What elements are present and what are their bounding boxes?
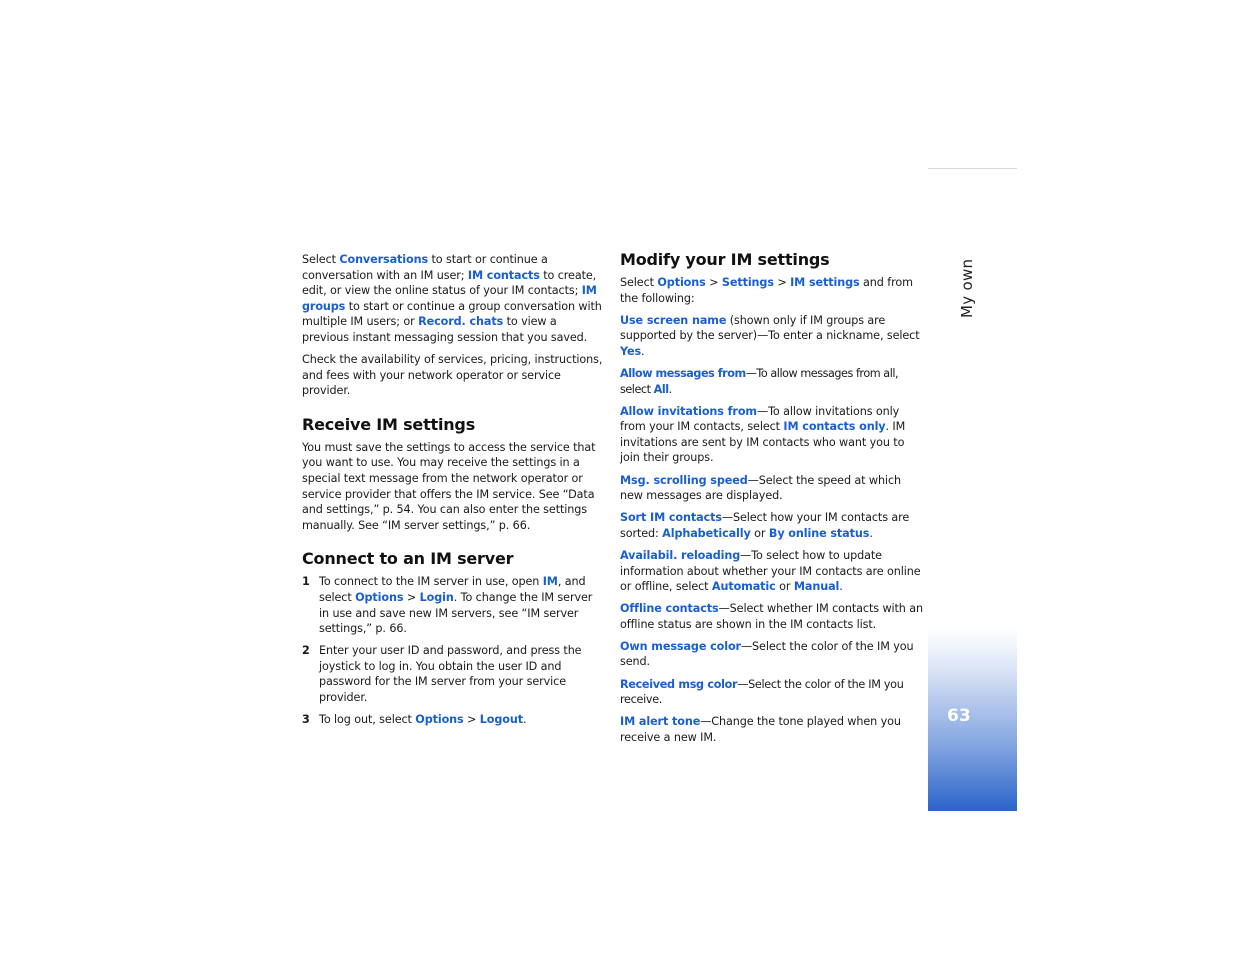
- step-item: 2 Enter your user ID and password, and press the joystick to log in. You obtain the user ID and password for the IM server from your service provider.: [302, 644, 582, 705]
- menu-term: Yes: [620, 344, 642, 358]
- setting-item: Own message color—Select the color of the IM you send.: [620, 639, 914, 669]
- menu-term: Alphabetically: [662, 526, 751, 540]
- connect-steps: [302, 574, 604, 727]
- setting-item: Allow invitations from—To allow invitations only from your IM contacts, select IM contacts only. IM invitations are sent by IM contacts who want you to join their groups.: [620, 404, 906, 465]
- setting-term: Sort IM contacts: [620, 511, 722, 525]
- menu-term: By online status: [768, 526, 870, 540]
- menu-term: Options: [415, 713, 464, 727]
- setting-item: Sort IM contacts—Select how your IM contacts are sorted: Alphabetically or By online status.: [620, 511, 910, 540]
- menu-term: All: [653, 382, 669, 396]
- right-column: [620, 250, 924, 752]
- page-number: 63: [947, 706, 971, 726]
- chapter-title: My own: [958, 258, 976, 318]
- setting-term: Own message color: [620, 639, 741, 653]
- menu-term: Login: [419, 591, 454, 604]
- menu-term: Options: [355, 591, 404, 604]
- setting-term: IM alert tone: [620, 715, 701, 729]
- receive-paragraph: You must save the settings to access the service that you want to use. You may receive the settings in a special text message from the network operator or service provider that offers the IM service. See “Data and settings,” p. 54. You can also enter the settings manually. See “IM server settings,” p. 66.: [302, 440, 596, 532]
- setting-item: Received msg color—Select the color of the IM you receive.: [620, 677, 904, 707]
- menu-term: Logout: [479, 713, 524, 727]
- setting-term: Availabil. reloading: [620, 548, 741, 562]
- availability-paragraph: Check the availability of services, pricing, instructions, and fees with your network operator or service provider.: [302, 353, 603, 398]
- receive-heading: Receive IM settings: [302, 414, 476, 434]
- step-item: 3 To log out, select Options > Logout.: [302, 713, 527, 727]
- menu-term: Settings: [721, 276, 774, 289]
- menu-term: IM: [542, 575, 558, 589]
- left-column: [302, 252, 604, 734]
- menu-term: IM contacts: [467, 268, 540, 282]
- setting-item: Use screen name (shown only if IM groups are supported by the server)—To enter a nickname, select Yes.: [620, 313, 920, 358]
- setting-term: Allow invitations from: [620, 404, 757, 418]
- setting-item: Allow messages from—To allow messages from all, select All.: [620, 366, 899, 396]
- menu-term: Automatic: [711, 580, 776, 594]
- menu-term: Options: [657, 276, 706, 289]
- step-item: 1 To connect to the IM server in use, open IM, and select Options > Login. To change the IM server in use and save new IM servers, see “IM server settings,” p. 66.: [302, 575, 593, 636]
- setting-item: IM alert tone—Change the tone played when you receive a new IM.: [620, 715, 901, 744]
- menu-term: Conversations: [339, 253, 429, 266]
- setting-item: Availabil. reloading—To select how to update information about whether your IM contacts are online or offline, select Automatic or Manual.: [620, 548, 921, 594]
- modify-heading: Modify your IM settings: [620, 250, 830, 269]
- modify-intro: Select Options > Settings > IM settings and from the following:: [620, 276, 913, 305]
- menu-term: IM contacts only: [783, 420, 886, 434]
- setting-term: Use screen name: [620, 313, 727, 327]
- setting-term: Allow messages from: [620, 366, 746, 380]
- intro-paragraph: Select Conversations to start or continue a conversation with an IM user; IM contacts to create, edit, or view the online status of your IM contacts; IM groups to start or continue a group conversation with multiple IM users; or Record. chats to view a previous instant messaging session that you saved.: [302, 253, 602, 344]
- connect-heading: Connect to an IM server: [302, 549, 514, 569]
- menu-term: IM groups: [302, 284, 597, 313]
- setting-item: Offline contacts—Select whether IM contacts with an offline status are shown in the IM contacts list.: [620, 602, 923, 631]
- menu-term: IM settings: [790, 276, 860, 289]
- setting-item: Msg. scrolling speed—Select the speed at which new messages are displayed.: [620, 473, 901, 503]
- menu-term: Record. chats: [418, 315, 504, 329]
- menu-term: Manual: [793, 580, 840, 594]
- setting-term: Received msg color: [620, 677, 738, 691]
- setting-term: Offline contacts: [620, 602, 719, 616]
- setting-term: Msg. scrolling speed: [620, 473, 748, 487]
